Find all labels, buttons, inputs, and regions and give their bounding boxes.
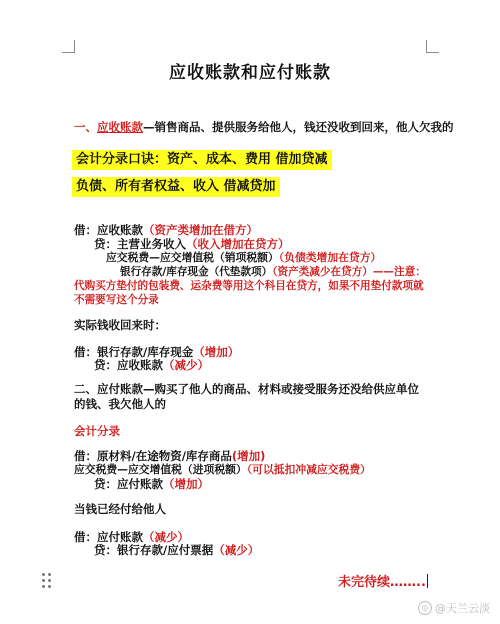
drag-dot (48, 579, 51, 582)
entry-2-debit-account: 借：银行存款/库存现金 (74, 345, 194, 359)
entry-4-credit (94, 543, 259, 557)
drag-dot (42, 573, 45, 576)
entry-2-credit-account: 贷：应收账款 (94, 358, 163, 372)
drag-dot (48, 585, 51, 588)
section-2-heading: 二、应付账款—购买了他人的商品、材料或接受服务还没给供应单位的钱、我欠他人的 (74, 382, 419, 411)
mnemonic-line-1: 会计分录口诀：资产、成本、费用 借加贷减 (72, 150, 332, 170)
entry-1-credit-bank-account: 银行存款/库存现金（代垫款项） (120, 266, 273, 278)
entry-2-credit (94, 358, 209, 372)
watermark-text: @天兰云淡 (435, 602, 490, 615)
entry-3-debit-tax-account: 应交税费—应交增值税（进项税额） (74, 463, 247, 476)
drag-dot (42, 585, 45, 588)
entry-1-credit-bank (74, 265, 430, 307)
entry-1-debit-note: （资产类增加在借方） (143, 223, 258, 237)
entry-3-debit-note: (增加) (231, 449, 266, 463)
mnemonic-line-2: 负债、所有者权益、收入 借减贷加 (72, 177, 280, 197)
section-1-number: 一、 (74, 120, 97, 134)
entry-2-debit (74, 345, 239, 359)
drag-dot (42, 579, 45, 582)
entry-1-credit-tax-note: （负债类增加在贷方） (278, 251, 382, 264)
entry-3-credit (94, 477, 209, 491)
paid-label: 当钱已经付给他人 (74, 502, 166, 516)
entry-2-debit-note: （增加） (193, 345, 240, 359)
watermark (418, 600, 490, 616)
page-title: 应收账款和应付账款 (169, 63, 331, 83)
actual-received-label: 实际钱收回来时： (74, 318, 166, 332)
entry-4-debit (74, 530, 189, 544)
camera-icon: ◎ (418, 601, 432, 615)
entry-2-credit-note: （减少） (163, 358, 209, 372)
page-corner-mark-top-left (62, 40, 75, 53)
entry-4-debit-account: 借：应付账款 (74, 530, 143, 544)
section-1-definition: —销售商品、提供服务给他人，钱还没收到回来，他人欠我的 (143, 120, 454, 134)
entry-1-credit-revenue (94, 237, 290, 251)
entry-4-credit-note: （减少） (213, 543, 260, 557)
entry-3-debit-tax (74, 463, 371, 477)
entry-4-credit-account: 贷：银行存款/应付票据 (94, 543, 214, 557)
entry-3-debit-account: 借：原材料/在途物资/库存商品 (74, 449, 232, 463)
entry-3-credit-note: （增加） (163, 477, 209, 491)
drag-handle-icon[interactable] (42, 573, 52, 589)
to-be-continued (338, 574, 428, 590)
entry-1-credit-bank-note: （资产类减少在贷方）——注意：代购买方垫付的包装费、运杂费等用这个科目在贷方，如果不用垫付款项就不需要写这个分录 (74, 266, 426, 306)
entry-1-credit-revenue-note: （收入增加在贷方） (186, 237, 290, 251)
entry-3-debit-tax-note: （可以抵扣冲减应交税费） (246, 463, 371, 476)
entry-1-debit-account: 借：应收账款 (74, 223, 143, 237)
section-2-subheading: 会计分录 (74, 424, 120, 438)
page-corner-mark-top-right (426, 40, 439, 53)
to-be-continued-text: 未完待续…….. (338, 575, 426, 590)
drag-dot (48, 573, 51, 576)
entry-4-debit-note: （减少） (143, 530, 189, 544)
entry-3-debit (74, 449, 265, 463)
section-1-term: 应收账款 (97, 120, 143, 134)
entry-1-credit-tax (106, 251, 381, 265)
entry-1-credit-revenue-account: 贷：主营业务收入 (94, 237, 186, 251)
text-cursor (427, 574, 428, 588)
entry-1-debit (74, 223, 258, 237)
entry-3-credit-account: 贷：应付账款 (94, 477, 163, 491)
section-1-heading (74, 120, 454, 134)
entry-1-credit-tax-account: 应交税费—应交增值税（销项税额） (106, 251, 279, 264)
